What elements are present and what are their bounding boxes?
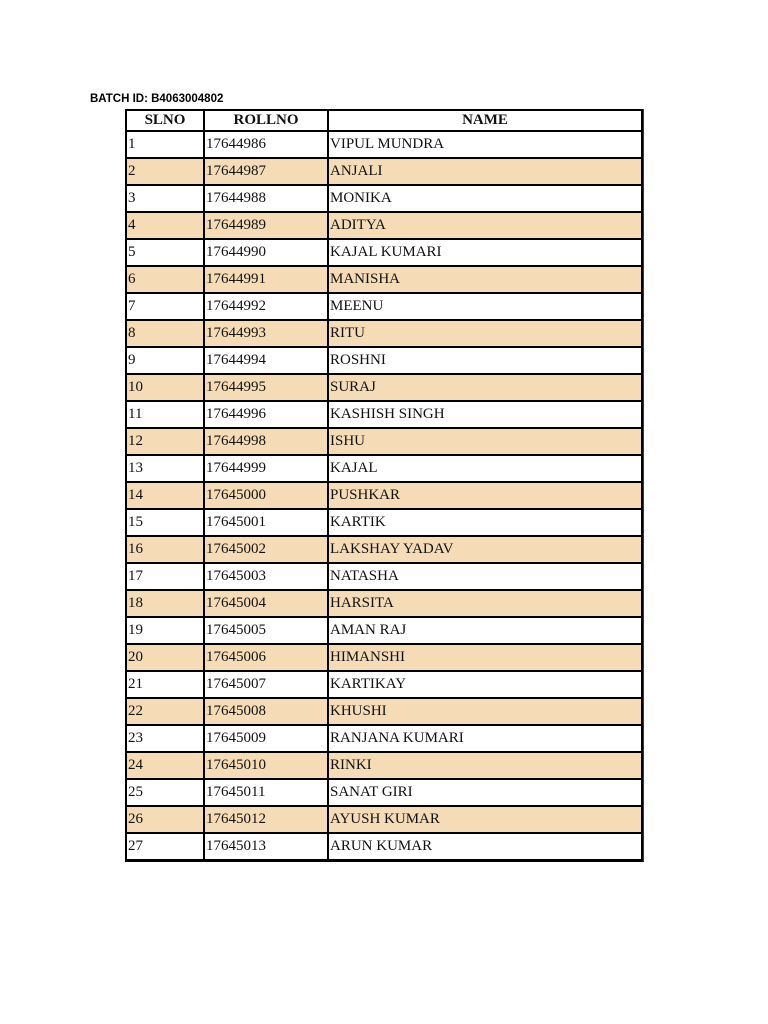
cell-slno: 2 (126, 158, 204, 185)
cell-name: HARSITA (328, 590, 642, 617)
header-name: NAME (328, 110, 642, 131)
cell-rollno: 17644991 (204, 266, 328, 293)
table-header (126, 110, 642, 131)
cell-slno: 19 (126, 617, 204, 644)
cell-slno: 13 (126, 455, 204, 482)
cell-name: LAKSHAY YADAV (328, 536, 642, 563)
cell-rollno: 17645013 (204, 833, 328, 860)
cell-rollno: 17644994 (204, 347, 328, 374)
header-rollno: ROLLNO (204, 110, 328, 131)
cell-slno: 17 (126, 563, 204, 590)
cell-name: MONIKA (328, 185, 642, 212)
table-row (126, 725, 642, 752)
cell-rollno: 17645009 (204, 725, 328, 752)
table-row (126, 590, 642, 617)
cell-rollno: 17645005 (204, 617, 328, 644)
table-row (126, 752, 642, 779)
table-row (126, 455, 642, 482)
cell-rollno: 17645006 (204, 644, 328, 671)
cell-rollno: 17645007 (204, 671, 328, 698)
cell-slno: 1 (126, 131, 204, 158)
cell-rollno: 17645002 (204, 536, 328, 563)
table-row (126, 833, 642, 860)
cell-name: MEENU (328, 293, 642, 320)
cell-rollno: 17644987 (204, 158, 328, 185)
table-row (126, 509, 642, 536)
cell-slno: 10 (126, 374, 204, 401)
table-row (126, 617, 642, 644)
cell-slno: 12 (126, 428, 204, 455)
cell-name: KHUSHI (328, 698, 642, 725)
cell-rollno: 17644998 (204, 428, 328, 455)
table-row (126, 320, 642, 347)
cell-rollno: 17645003 (204, 563, 328, 590)
cell-name: AMAN RAJ (328, 617, 642, 644)
cell-name: VIPUL MUNDRA (328, 131, 642, 158)
cell-slno: 11 (126, 401, 204, 428)
table-row (126, 563, 642, 590)
cell-name: KARTIKAY (328, 671, 642, 698)
cell-slno: 14 (126, 482, 204, 509)
cell-slno: 8 (126, 320, 204, 347)
table-body (126, 131, 642, 860)
cell-name: RANJANA KUMARI (328, 725, 642, 752)
cell-name: SURAJ (328, 374, 642, 401)
cell-rollno: 17644986 (204, 131, 328, 158)
table-row (126, 266, 642, 293)
header-row (126, 110, 642, 131)
cell-name: KARTIK (328, 509, 642, 536)
cell-rollno: 17644999 (204, 455, 328, 482)
header-slno: SLNO (126, 110, 204, 131)
table-row (126, 698, 642, 725)
cell-slno: 15 (126, 509, 204, 536)
cell-name: RITU (328, 320, 642, 347)
cell-rollno: 17645004 (204, 590, 328, 617)
table-row (126, 212, 642, 239)
table-row (126, 482, 642, 509)
cell-slno: 5 (126, 239, 204, 266)
cell-name: HIMANSHI (328, 644, 642, 671)
cell-name: SANAT GIRI (328, 779, 642, 806)
cell-name: AYUSH KUMAR (328, 806, 642, 833)
table-row (126, 131, 642, 158)
table-row (126, 374, 642, 401)
cell-name: KAJAL KUMARI (328, 239, 642, 266)
table-row (126, 293, 642, 320)
cell-name: ADITYA (328, 212, 642, 239)
cell-rollno: 17644989 (204, 212, 328, 239)
cell-slno: 25 (126, 779, 204, 806)
cell-rollno: 17645008 (204, 698, 328, 725)
table-row (126, 347, 642, 374)
cell-rollno: 17644988 (204, 185, 328, 212)
cell-slno: 9 (126, 347, 204, 374)
table-row (126, 239, 642, 266)
table-row (126, 401, 642, 428)
cell-slno: 22 (126, 698, 204, 725)
cell-name: ARUN KUMAR (328, 833, 642, 860)
cell-name: NATASHA (328, 563, 642, 590)
cell-name: ISHU (328, 428, 642, 455)
table-row (126, 536, 642, 563)
cell-slno: 26 (126, 806, 204, 833)
cell-rollno: 17645011 (204, 779, 328, 806)
cell-name: RINKI (328, 752, 642, 779)
cell-name: PUSHKAR (328, 482, 642, 509)
cell-slno: 4 (126, 212, 204, 239)
cell-rollno: 17644990 (204, 239, 328, 266)
batch-id-label: BATCH ID: B4063004802 (90, 93, 224, 105)
cell-name: KAJAL (328, 455, 642, 482)
cell-slno: 24 (126, 752, 204, 779)
cell-slno: 27 (126, 833, 204, 860)
table-row (126, 428, 642, 455)
cell-slno: 3 (126, 185, 204, 212)
cell-slno: 7 (126, 293, 204, 320)
table-row (126, 779, 642, 806)
table-row (126, 644, 642, 671)
cell-rollno: 17644996 (204, 401, 328, 428)
cell-name: MANISHA (328, 266, 642, 293)
cell-rollno: 17645012 (204, 806, 328, 833)
cell-rollno: 17644995 (204, 374, 328, 401)
cell-rollno: 17645000 (204, 482, 328, 509)
cell-slno: 6 (126, 266, 204, 293)
student-table (125, 109, 643, 861)
table-row (126, 158, 642, 185)
cell-rollno: 17645001 (204, 509, 328, 536)
cell-rollno: 17645010 (204, 752, 328, 779)
student-table-container (125, 109, 644, 862)
table-row (126, 671, 642, 698)
cell-rollno: 17644993 (204, 320, 328, 347)
table-row (126, 806, 642, 833)
cell-slno: 23 (126, 725, 204, 752)
cell-slno: 16 (126, 536, 204, 563)
cell-rollno: 17644992 (204, 293, 328, 320)
cell-name: ROSHNI (328, 347, 642, 374)
cell-slno: 18 (126, 590, 204, 617)
cell-slno: 20 (126, 644, 204, 671)
table-row (126, 185, 642, 212)
cell-name: ANJALI (328, 158, 642, 185)
cell-slno: 21 (126, 671, 204, 698)
cell-name: KASHISH SINGH (328, 401, 642, 428)
